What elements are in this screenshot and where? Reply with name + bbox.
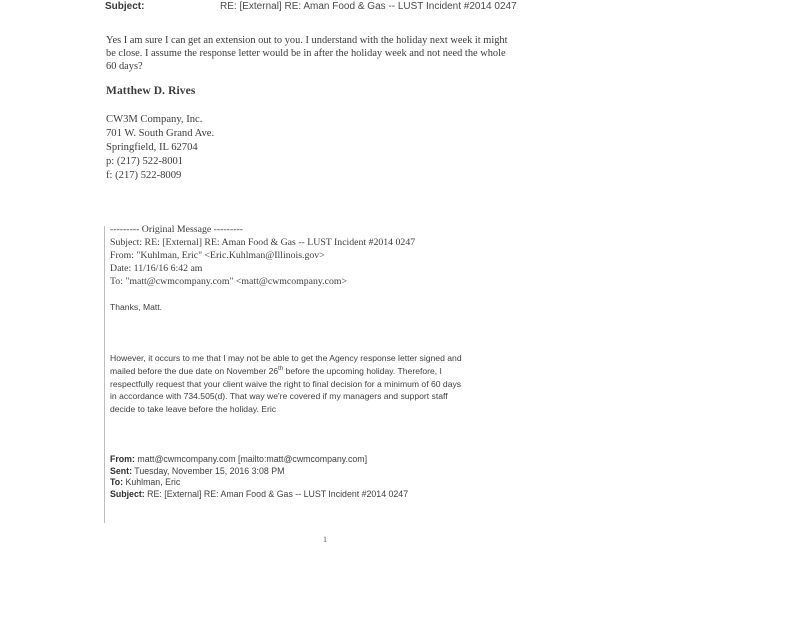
original-body-line: However, it occurs to me that I may not be able to get the Agency response letter signed and — [110, 353, 462, 363]
signature-name: Matthew D. Rives — [106, 85, 196, 97]
original-message-body — [110, 352, 462, 416]
subject-label: Subject: — [105, 1, 145, 12]
original-message-thanks: Thanks, Matt. — [110, 302, 163, 312]
original-message-from: From: "Kuhlman, Eric" <Eric.Kuhlman@Illinois.gov> — [110, 250, 325, 261]
original-body-line — [110, 365, 462, 378]
signature-fax: f: (217) 522-8009 — [106, 170, 182, 181]
quote-bar — [104, 226, 105, 523]
reply-body-line: 60 days? — [106, 61, 143, 72]
original-body-text: mailed before the due date on November 26 — [110, 365, 279, 376]
original-message-header — [110, 223, 415, 288]
original-message-subject: Subject: RE: [External] RE: Aman Food & Gas -- LUST Incident #2014 0247 — [110, 237, 416, 248]
reply-body-line: be close. I assume the response letter would be in after the holiday week and not need the whole — [106, 48, 506, 59]
forwarded-subject-row — [110, 489, 408, 501]
signature-phone: p: (217) 522-8001 — [106, 156, 184, 167]
signature-company: CW3M Company, Inc. — [106, 114, 203, 125]
reply-body-line: Yes I am sure I can get an extension out to you. I understand with the holiday next week it might — [106, 35, 508, 46]
forwarded-to-row — [110, 477, 408, 489]
signature-city: Springfield, IL 62704 — [106, 142, 198, 153]
original-message-separator: --------- Original Message --------- — [110, 224, 243, 235]
forwarded-to-value: Kuhlman, Eric — [123, 477, 181, 487]
original-message-date: Date: 11/16/16 6:42 am — [110, 263, 203, 274]
ordinal-suffix: th — [278, 365, 284, 372]
original-body-line: respectfully request that your client waive the right to final decision for a minimum of 60 days — [110, 378, 462, 389]
signature-block — [106, 113, 214, 183]
page-number: 1 — [323, 535, 327, 544]
subject-value: RE: [External] RE: Aman Food & Gas -- LUST Incident #2014 0247 — [220, 1, 517, 12]
forwarded-subject-value: RE: [External] RE: Aman Food & Gas -- LUST Incident #2014 0247 — [144, 488, 409, 499]
original-body-line: in accordance with 734.505(d). That way we're covered if my managers and support staff — [110, 391, 448, 402]
reply-body — [106, 34, 556, 73]
forwarded-message-header — [110, 454, 408, 500]
email-header-subject-row — [105, 0, 625, 14]
forwarded-sent-row — [110, 466, 408, 478]
forwarded-from-value: matt@cwmcompany.com [mailto:matt@cwmcompany.com] — [134, 454, 368, 464]
forwarded-to-label: To: — [110, 477, 124, 487]
original-body-text: before the upcoming holiday. Therefore, I — [283, 365, 442, 376]
original-body-line: decide to take leave before the holiday. Eric — [110, 404, 277, 415]
forwarded-sent-label: Sent: — [110, 465, 132, 476]
signature-street: 701 W. South Grand Ave. — [106, 128, 215, 139]
original-message-to: To: "matt@cwmcompany.com" <matt@cwmcompany.com> — [110, 276, 348, 287]
forwarded-from-label: From: — [110, 454, 135, 464]
forwarded-sent-value: Tuesday, November 15, 2016 3:08 PM — [132, 465, 285, 476]
forwarded-subject-label: Subject: — [110, 488, 145, 499]
forwarded-from-row — [110, 454, 408, 466]
